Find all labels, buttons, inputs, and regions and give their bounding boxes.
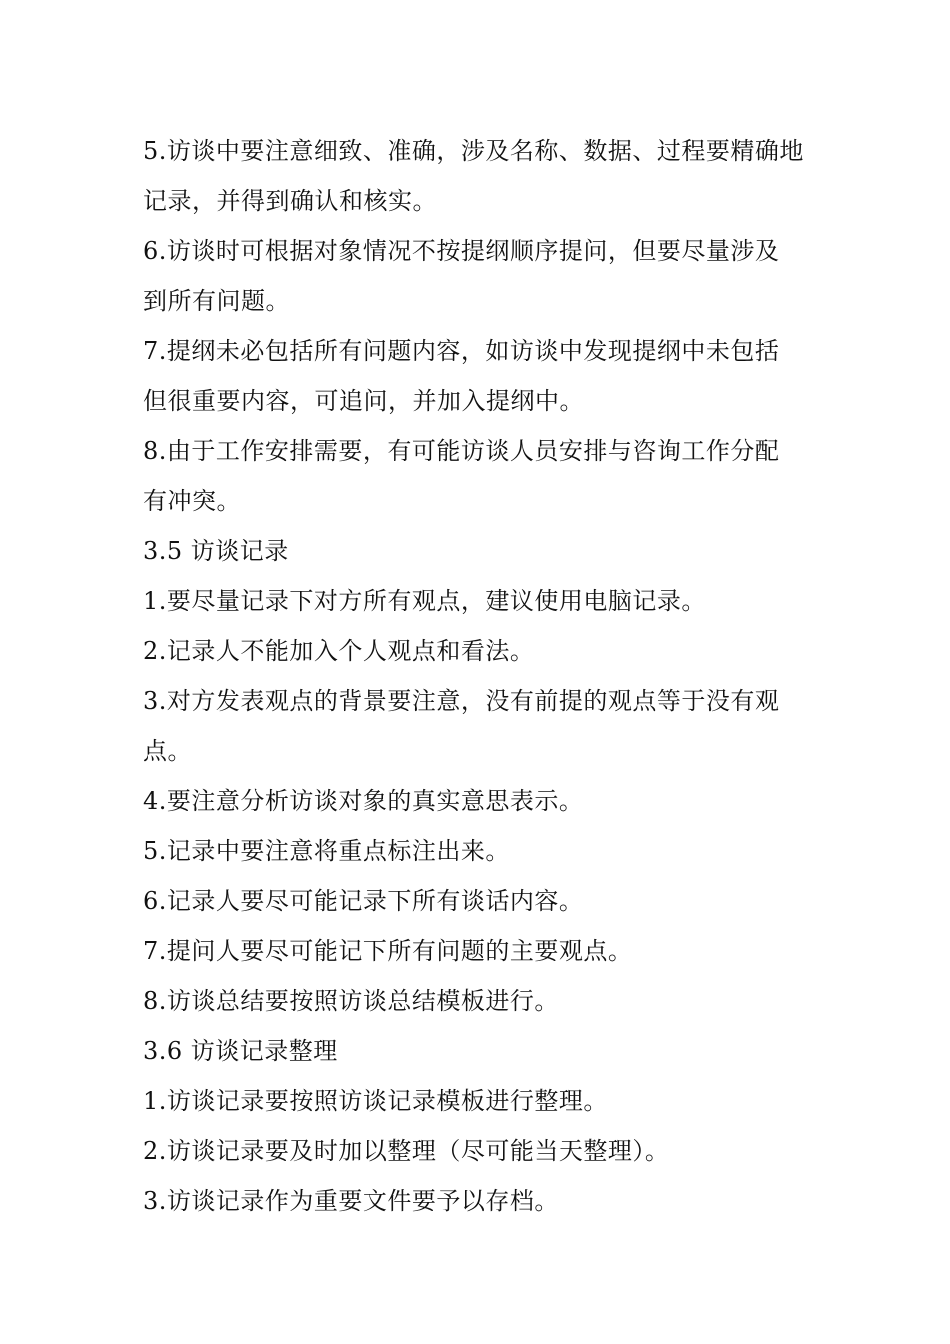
text-line: 记录，并得到确认和核实。 bbox=[143, 187, 437, 215]
text-line: 5.访谈中要注意细致、准确，涉及名称、数据、过程要精确地 bbox=[143, 137, 804, 165]
text-line: 有冲突。 bbox=[143, 487, 241, 515]
text-line: 5.记录中要注意将重点标注出来。 bbox=[143, 837, 510, 865]
text-line: 1.访谈记录要按照访谈记录模板进行整理。 bbox=[143, 1087, 608, 1115]
text-line: 6.访谈时可根据对象情况不按提纲顺序提问，但要尽量涉及 bbox=[143, 237, 780, 265]
document-body bbox=[143, 126, 813, 1226]
text-line: 2.记录人不能加入个人观点和看法。 bbox=[143, 637, 535, 665]
text-line: 3.访谈记录作为重要文件要予以存档。 bbox=[143, 1187, 559, 1215]
text-line: 但很重要内容，可追问，并加入提纲中。 bbox=[143, 387, 584, 415]
text-line: 2.访谈记录要及时加以整理（尽可能当天整理）。 bbox=[143, 1137, 670, 1165]
text-line: 3.对方发表观点的背景要注意，没有前提的观点等于没有观 bbox=[143, 687, 780, 715]
text-line: 7.提问人要尽可能记下所有问题的主要观点。 bbox=[143, 937, 633, 965]
text-line: 1.要尽量记录下对方所有观点，建议使用电脑记录。 bbox=[143, 587, 706, 615]
text-line: 到所有问题。 bbox=[143, 287, 290, 315]
text-line: 4.要注意分析访谈对象的真实意思表示。 bbox=[143, 787, 584, 815]
section-heading: 3.5 访谈记录 bbox=[143, 537, 289, 565]
section-heading: 3.6 访谈记录整理 bbox=[143, 1037, 338, 1065]
text-line: 7.提纲未必包括所有问题内容，如访谈中发现提纲中未包括 bbox=[143, 337, 780, 365]
text-line: 6.记录人要尽可能记录下所有谈话内容。 bbox=[143, 887, 584, 915]
text-line: 8.访谈总结要按照访谈总结模板进行。 bbox=[143, 987, 559, 1015]
text-line: 8.由于工作安排需要，有可能访谈人员安排与咨询工作分配 bbox=[143, 437, 780, 465]
text-line: 点。 bbox=[143, 737, 192, 765]
